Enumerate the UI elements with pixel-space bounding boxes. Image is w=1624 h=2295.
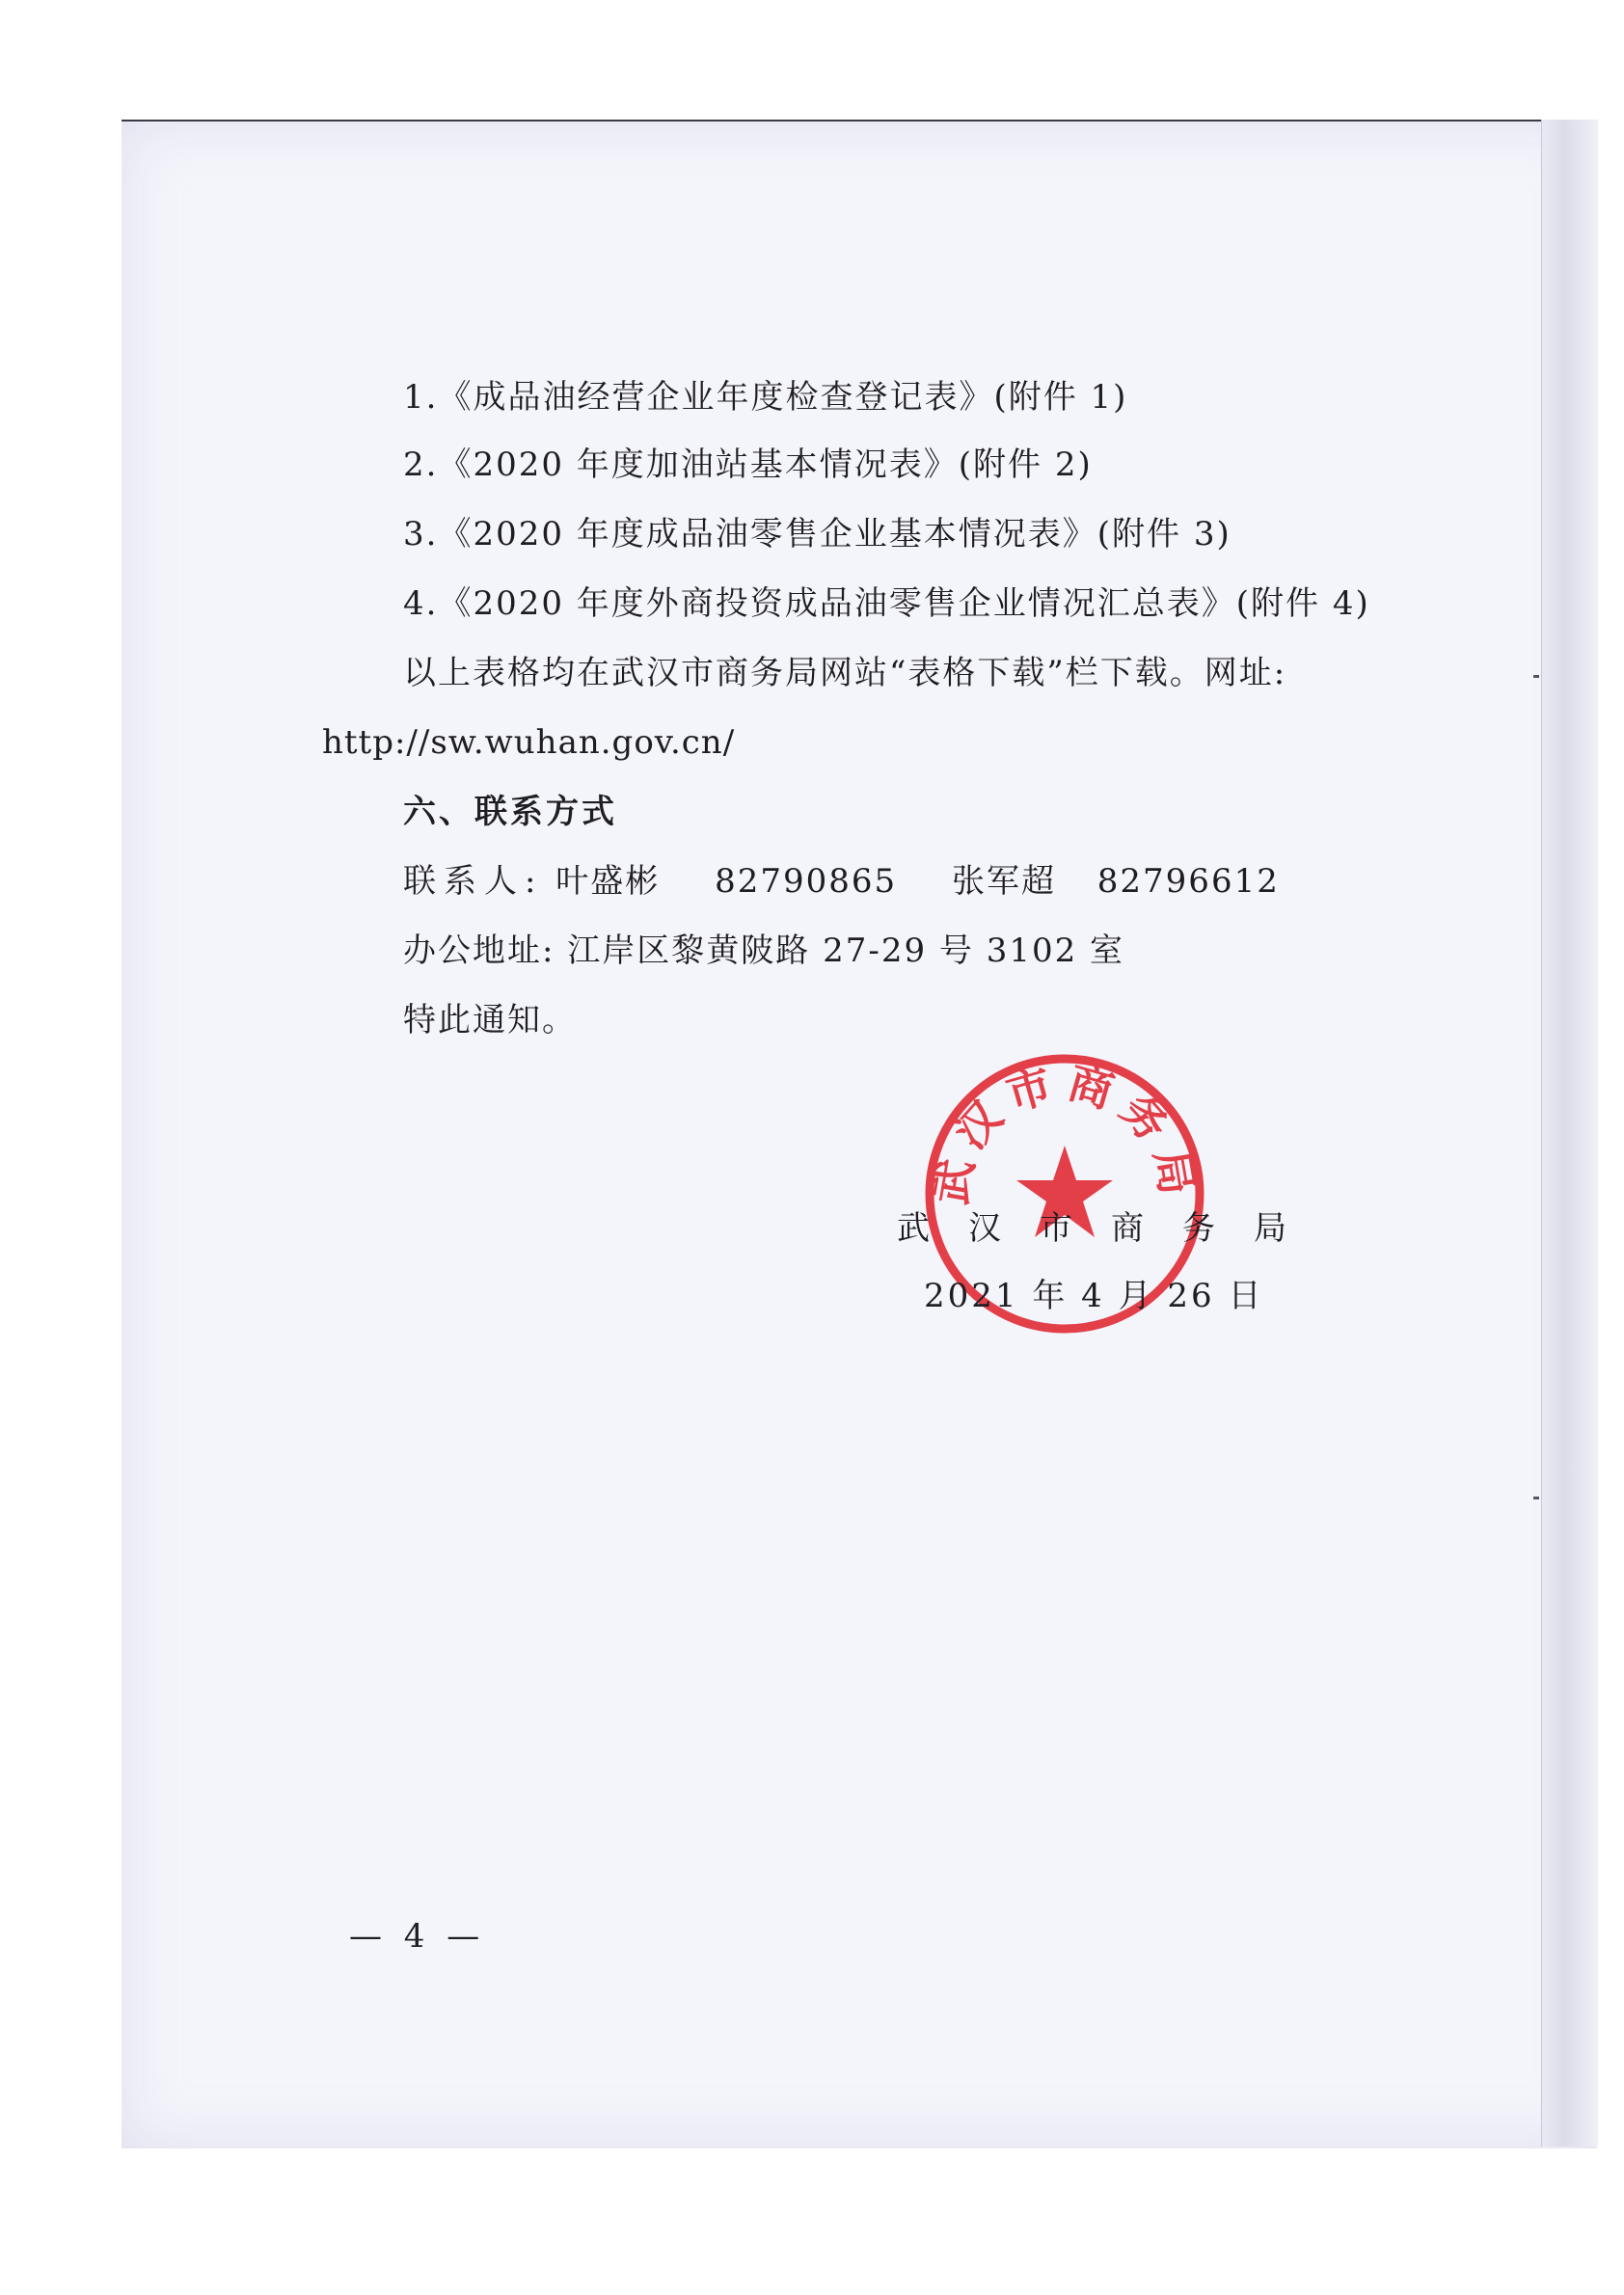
address-line [403,930,1124,972]
attachment-item-3: 3.《2020 年度成品油零售企业基本情况表》(附件 3) [403,515,1232,554]
scan-mark [1533,1497,1539,1499]
contact-2-name: 张军超 [951,862,1056,901]
address: 江岸区黎黄陂路 27-29 号 3102 室 [567,932,1125,970]
website-url: http://sw.wuhan.gov.cn/ [322,723,736,762]
attachment-item-4: 4.《2020 年度外商投资成品油零售企业情况汇总表》(附件 4) [403,584,1370,623]
attachment-item-2: 2.《2020 年度加油站基本情况表》(附件 2) [403,446,1093,484]
svg-text:武汉市商务局: 武汉市商务局 [924,1055,1205,1208]
contact-heading: 六、联系方式 [403,793,617,831]
contact-line [403,860,1280,903]
download-note: 以上表格均在武汉市商务局网站“表格下载”栏下载。网址: [403,654,1287,692]
contact-1-phone: 82790865 [715,862,898,901]
scanned-page [122,120,1597,2148]
page-number: — 4 — [349,1917,486,1956]
scan-mark [1533,675,1539,678]
signatory: 武汉市商务局 [897,1209,1325,1248]
closing-text: 特此通知。 [403,1001,577,1040]
issue-date: 2021 年 4 月 26 日 [924,1277,1264,1315]
contact-1-name: 叶盛彬 [555,862,661,901]
contact-label: 联系人: [403,862,544,901]
address-label: 办公地址: [403,932,555,970]
contact-2-phone: 82796612 [1096,862,1280,901]
page-edge-shadow [1541,120,1598,2146]
attachment-item-1: 1.《成品油经营企业年度检查登记表》(附件 1) [403,378,1128,417]
